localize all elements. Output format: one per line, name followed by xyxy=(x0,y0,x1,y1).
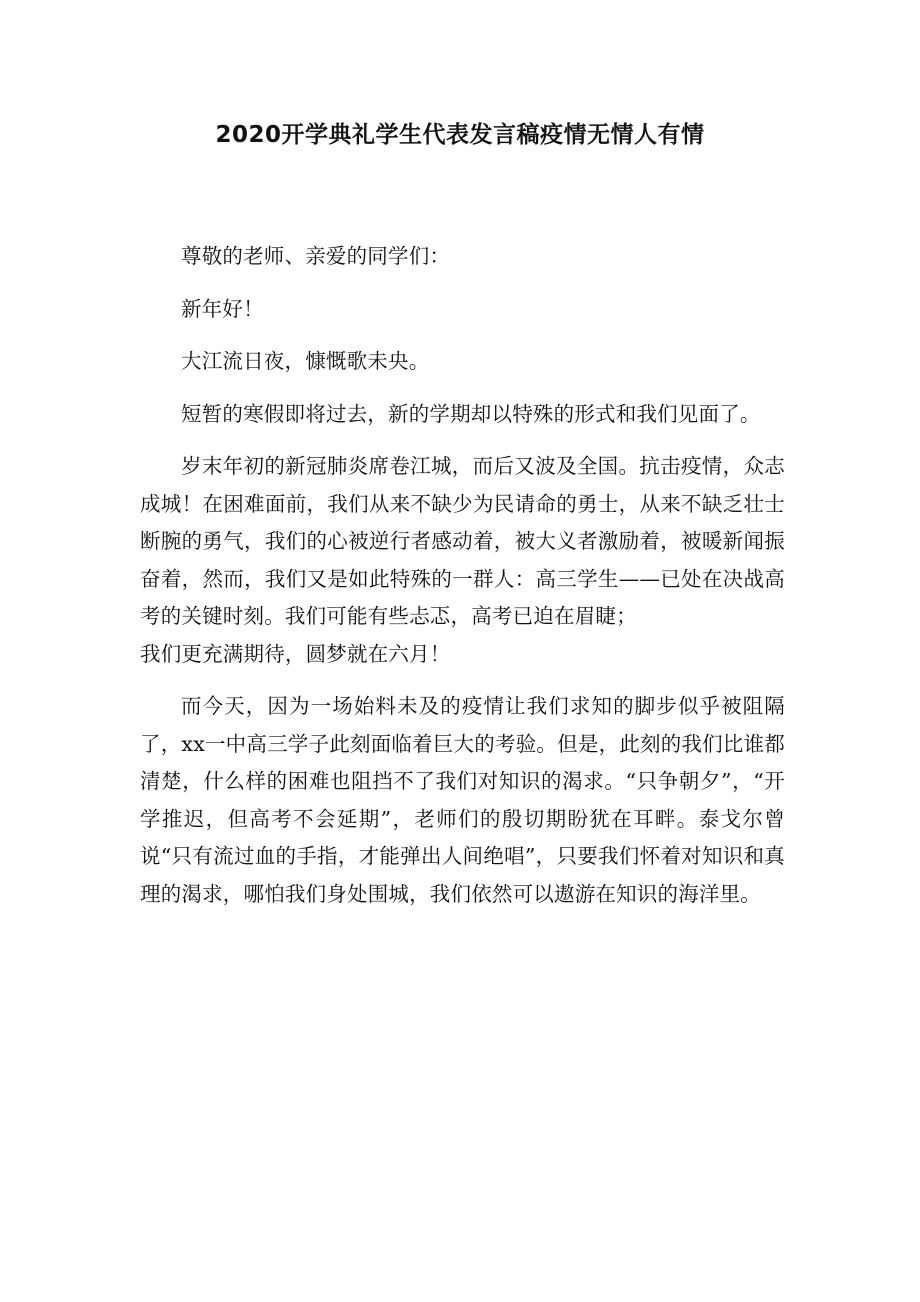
new-year-paragraph: 新年好！ xyxy=(181,296,264,321)
today-paragraph: 而今天，因为一场始料未及的疫情让我们求知的脚步似乎被阻隔了，xx一中高三学子此刻面临着巨大的考验。但是，此刻的我们比谁都清楚，什么样的困难也阻挡不了我们对知识的渴求。“只争朝夕”，“开学推迟，但高考不会延期”，老师们的殷切期盼犹在耳畔。泰戈尔曾说“只有流过血的手指，才能弹出人间绝唱”，只要我们怀着对知识和真理的渴求，哪怕我们身处围城，我们依然可以遨游在知识的海洋里。 xyxy=(140,694,785,906)
document-title: 2020开学典礼学生代表发言稿疫情无情人有情 xyxy=(215,122,705,148)
expectation-paragraph: 我们更充满期待，圆梦就在六月！ xyxy=(140,641,451,666)
greeting-paragraph: 尊敬的老师、亲爱的同学们： xyxy=(181,244,451,268)
epidemic-paragraph: 岁末年初的新冠肺炎席卷江城，而后又波及全国。抗击疫情，众志成城！在困难面前，我们从来不缺少为民请命的勇士，从来不缺乏壮士断腕的勇气，我们的心被逆行者感动着，被大义者激励着，被暖新闻振奋着，然而，我们又是如此特殊的一群人：高三学生——已处在决战高考的关键时刻。我们可能有些忐忑，高考已迫在眉睫； xyxy=(140,454,785,628)
verse-paragraph: 大江流日夜，慷慨歌未央。 xyxy=(181,349,430,373)
intro-paragraph: 短暂的寒假即将过去，新的学期却以特殊的形式和我们见面了。 xyxy=(181,401,761,426)
document-body xyxy=(140,238,785,928)
